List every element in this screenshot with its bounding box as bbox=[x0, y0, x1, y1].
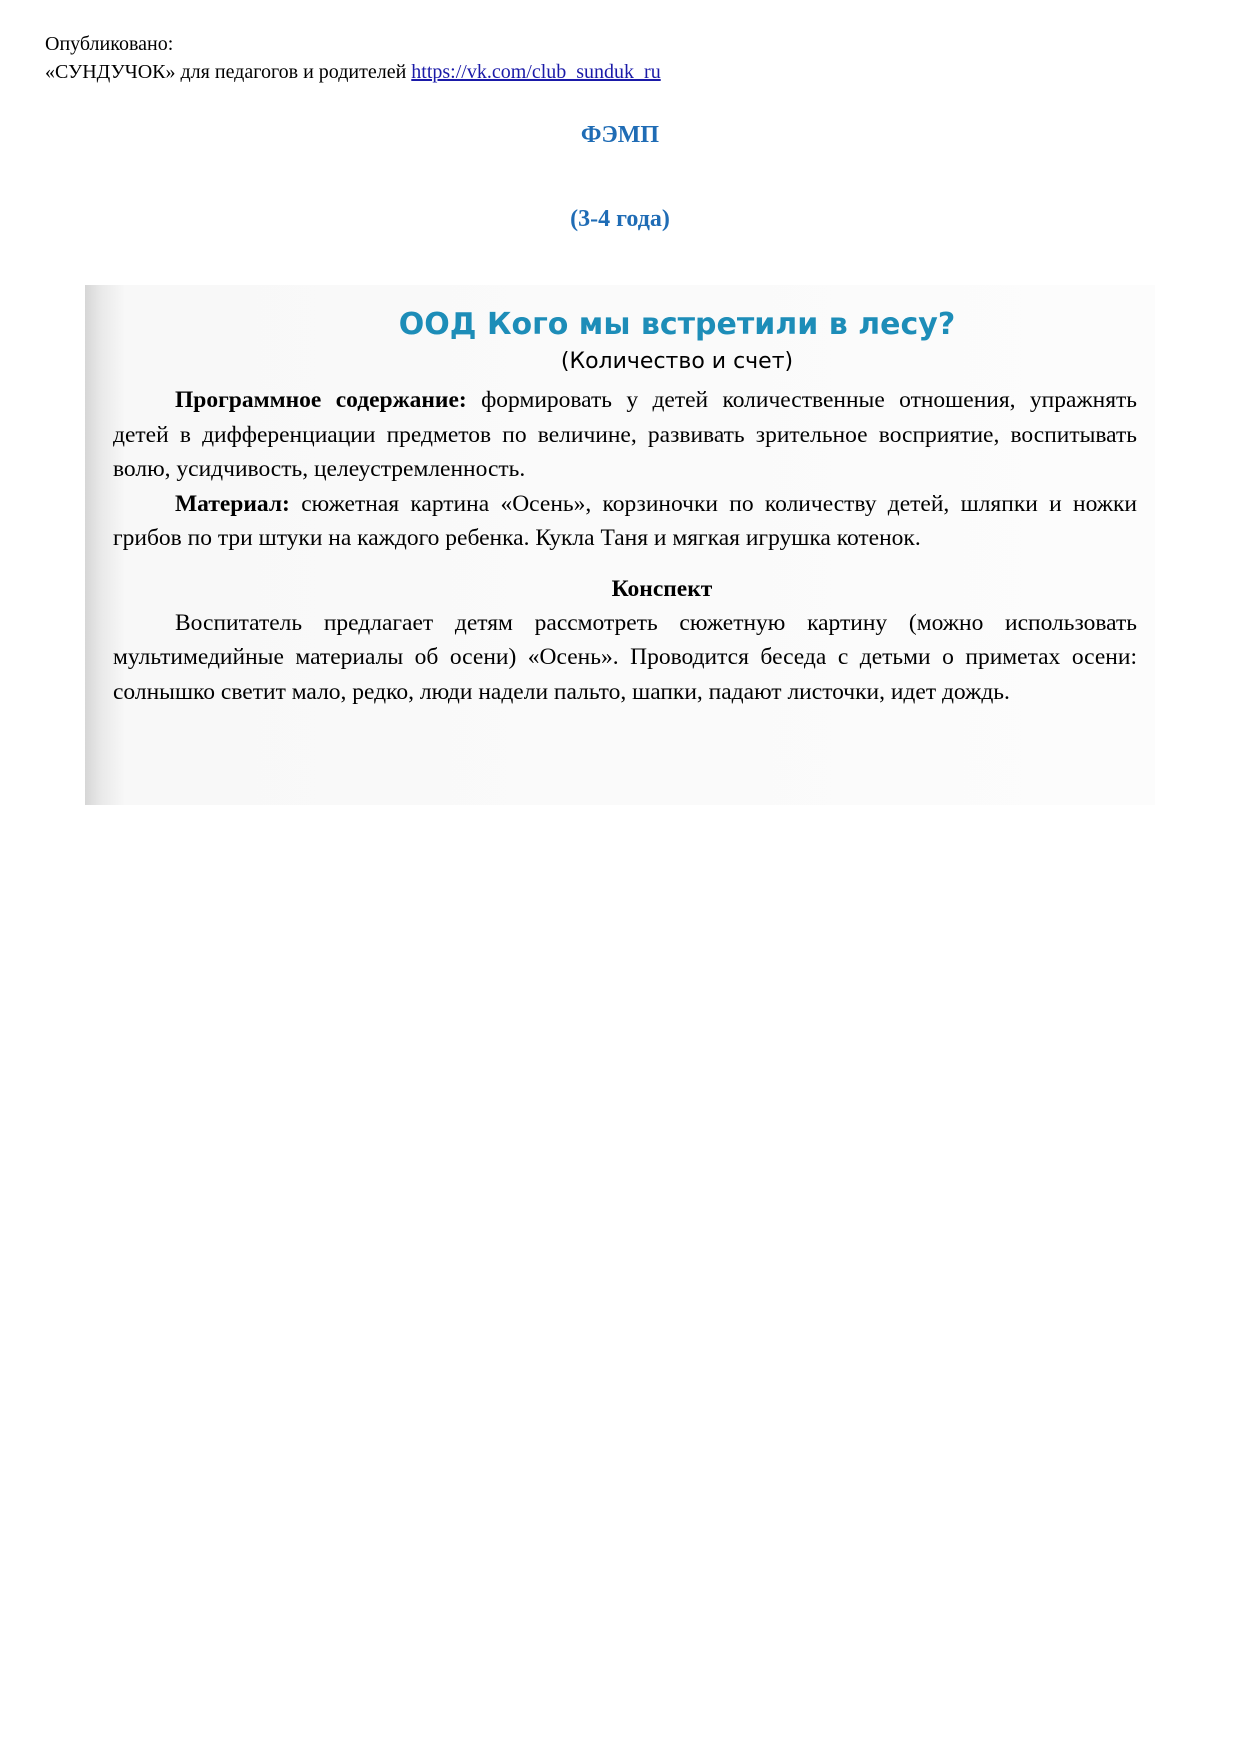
material-label: Материал: bbox=[175, 490, 290, 517]
age-heading: (3-4 года) bbox=[570, 206, 670, 232]
program-content-text: формировать у детей количественные отношения, упражнять детей в дифференциации предметов по величине, развивать зрительное восприятие, воспитывать волю, усидчивость, целеустремленность. bbox=[113, 387, 1138, 482]
material-paragraph bbox=[107, 487, 1147, 556]
material-text: сюжетная картина «Осень», корзиночки по количеству детей, шляпки и ножки грибов по три штуки на каждого ребенка. Кукла Таня и мягкая игрушка котенок. bbox=[113, 490, 1137, 551]
vk-link[interactable]: https://vk.com/club_sunduk_ru bbox=[411, 61, 661, 83]
source-text: «СУНДУЧОК» для педагогов и родителей bbox=[45, 61, 407, 83]
lesson-subtitle: (Количество и счет) bbox=[560, 349, 794, 374]
lesson-title: ООД Кого мы встретили в лесу? bbox=[398, 307, 956, 342]
subject-heading: ФЭМП bbox=[580, 122, 660, 148]
program-content-paragraph bbox=[107, 383, 1147, 487]
publication-info bbox=[45, 30, 661, 86]
publication-source bbox=[45, 58, 661, 86]
konspekt-paragraph: Воспитатель предлагает детям рассмотреть сюжетную картину (можно использовать мультимедийные материалы об осени) «Осень». Проводится беседа с детьми о приметах осени: солнышко светит мало, редко, люди надели пальто, шапки, падают листочки, идет дождь. bbox=[113, 609, 1137, 705]
scanned-page bbox=[85, 285, 1155, 805]
program-content-label: Программное содержание: bbox=[175, 387, 467, 413]
scanned-content bbox=[107, 305, 1147, 709]
published-label: Опубликовано: bbox=[45, 33, 174, 55]
konspekt-heading: Конспект bbox=[611, 575, 713, 602]
